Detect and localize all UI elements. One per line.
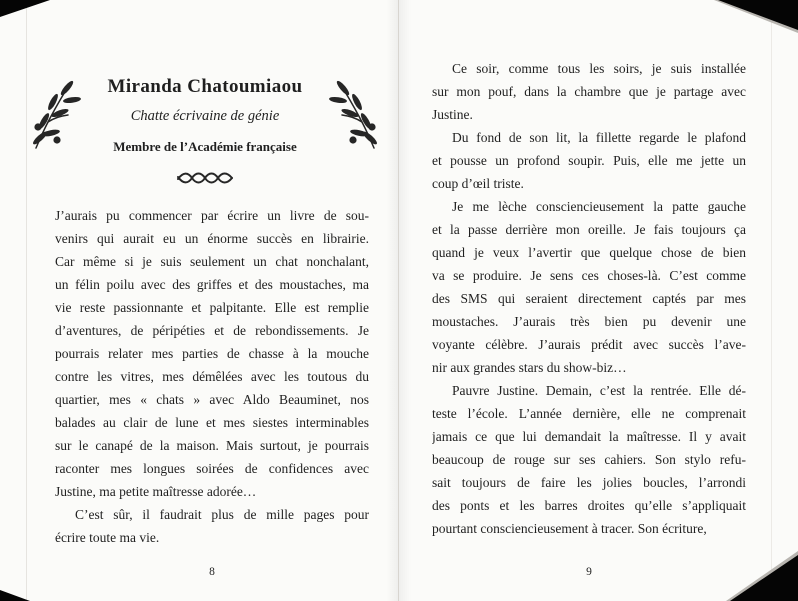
text-line: et pousse un profond soupir. Puis, elle me jette un xyxy=(432,153,746,168)
book-title: Miranda Chatoumiaou xyxy=(107,76,303,97)
text-line: Justine. xyxy=(432,107,473,122)
text-line: Justine, ma petite maîtresse adorée… xyxy=(55,484,257,499)
text-line: teste l’école. L’année dernière, elle ne comprenait xyxy=(432,406,746,421)
text-line: raconter mes longues soirées de confidences avec xyxy=(55,461,369,476)
text-line: va se produire. Je sens ces choses-là. C’est comme xyxy=(432,268,746,283)
olive-branch-left-icon xyxy=(30,80,84,152)
text-line: voyante célèbre. J’aurais prédit avec succès l’ave- xyxy=(432,337,746,352)
text-line: pourrais relater mes parties de chasse à la mouche xyxy=(55,346,369,361)
text-line: Ce soir, comme tous les soirs, je suis installée xyxy=(452,61,746,76)
text-line: quartier, mes « chats » avec Aldo Beauminet, nos xyxy=(55,392,369,407)
text-line: et la passe derrière mon oreille. Je fais toujours ça xyxy=(432,222,746,237)
book-subtitle: Chatte écrivaine de génie xyxy=(130,108,280,124)
text-line: balades au clair de lune et mes siestes interminables xyxy=(55,415,369,430)
text-line: contre les vitres, mes démêlées avec les toutous du xyxy=(55,369,369,384)
olive-branch-right-icon xyxy=(326,80,380,152)
text-line: coup d’œil triste. xyxy=(432,176,524,191)
text-line: des SMS qui seraient directement captés par mes xyxy=(432,291,746,306)
text-line: d’aventures, de péripéties et de rebondissements. Je xyxy=(55,323,369,338)
text-line: sur mon pouf, dans la chambre que je partage avec xyxy=(432,84,746,99)
text-line: quand je veux l’avertir que quelque chose de bien xyxy=(432,245,746,260)
text-line: vie reste passionnante et palpitante. Elle est remplie xyxy=(55,300,369,315)
left-page xyxy=(0,0,398,601)
right-page-body xyxy=(432,57,746,540)
chapter-header xyxy=(40,76,370,155)
text-line: Je me lèche consciencieusement la patte gauche xyxy=(452,199,746,214)
paragraph xyxy=(55,503,369,549)
text-line: sur le canapé de la maison. Mais surtout, je pourrais xyxy=(55,438,369,453)
divider-ornament-icon xyxy=(40,170,370,191)
text-line: Pauvre Justine. Demain, c’est la rentrée. Elle dé- xyxy=(452,383,746,398)
text-line: écrire toute ma vie. xyxy=(55,530,160,545)
paragraph xyxy=(432,379,746,540)
page-number-right: 9 xyxy=(586,566,592,578)
text-line: moustaches. J’aurais très bien pu devenir une xyxy=(432,314,746,329)
paragraph xyxy=(432,126,746,195)
affiliation-line: Membre de l’Académie française xyxy=(113,139,297,154)
right-page xyxy=(398,0,798,601)
text-line: pourtant consciencieusement à tracer. Son écriture, xyxy=(432,521,707,536)
text-line: Du fond de son lit, la fillette regarde le plafond xyxy=(452,130,746,145)
paragraph xyxy=(432,57,746,126)
text-line: jamais ce que lui demandait la maîtresse. Il y avait xyxy=(432,429,746,444)
paragraph xyxy=(55,204,369,503)
text-line: sait toujours de faire les jolies boucles, l’arrondi xyxy=(432,475,746,490)
text-line: venirs qui aurait eu un énorme succès en librairie. xyxy=(55,231,369,246)
left-page-body xyxy=(55,204,369,549)
text-line: C’est sûr, il faudrait plus de mille pages pour xyxy=(75,507,369,522)
text-line: J’aurais pu commencer par écrire un livre de sou- xyxy=(55,208,369,223)
text-line: Car même si je suis seulement un chat nonchalant, xyxy=(55,254,369,269)
text-line: nir aux grandes stars du show-biz… xyxy=(432,360,627,375)
paragraph xyxy=(432,195,746,379)
text-line: des ponts et les barres droites qu’elle s’appliquait xyxy=(432,498,746,513)
page-number-left: 8 xyxy=(209,566,215,578)
text-line: un félin poilu avec des griffes et des moustaches, ma xyxy=(55,277,369,292)
text-line: beaucoup de rouge sur ses cahiers. Son stylo refu- xyxy=(432,452,746,467)
